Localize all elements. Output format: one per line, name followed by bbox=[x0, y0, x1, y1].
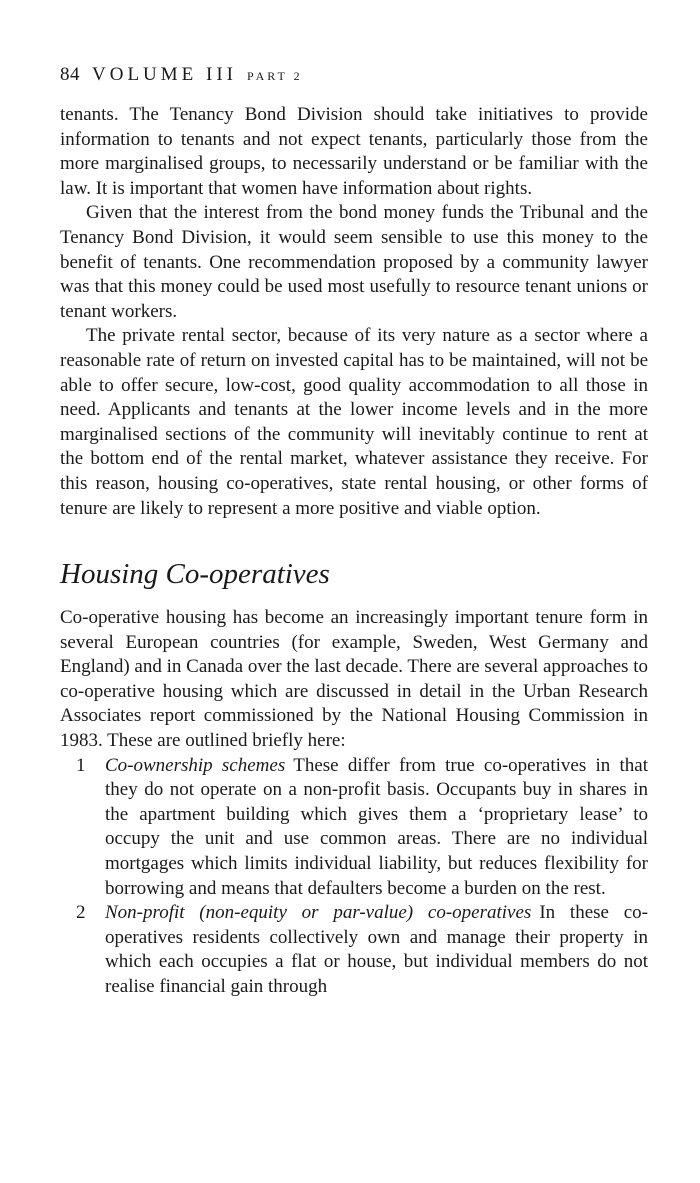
list-item bbox=[60, 901, 648, 999]
page-number: 84 bbox=[60, 64, 80, 85]
paragraph-tenancy-bond: tenants. The Tenancy Bond Division should take initiatives to provide information to tenants and not expect tenants, particularly those from the more marginalised groups, to necessarily understand or be familiar with the law. It is important that women have information about rights. bbox=[60, 104, 648, 199]
list-item-term: Non-profit (non-equity or par-value) co-operatives bbox=[105, 902, 532, 924]
paragraph-private-rental: The private rental sector, because of its very nature as a sector where a reasonable rate of return on invested capital has to be maintained, will not be able to offer secure, low-cost, good quality accommodation to all those in need. Applicants and tenants at the lower income levels and in the more marginalised sections of the community will inevitably continue to rent at the bottom end of the rental market, whatever assistance they receive. For this reason, housing co-operatives, state rental housing, or other forms of tenure are likely to represent a more positive and viable option. bbox=[60, 325, 648, 519]
list-item-term: Co-ownership schemes bbox=[105, 754, 286, 776]
section-heading: Housing Co-operatives bbox=[60, 558, 330, 591]
volume-label: VOLUME III bbox=[92, 64, 238, 85]
list-item bbox=[60, 754, 648, 902]
list-item-number: 2 bbox=[76, 902, 86, 924]
document-page bbox=[60, 62, 648, 1000]
cooperative-approaches-list bbox=[60, 754, 648, 1000]
paragraph-bond-interest: Given that the interest from the bond money funds the Tribunal and the Tenancy Bond Division, it would seem sensible to use this money to the benefit of tenants. One recommendation proposed by a community lawyer was that this money could be used most usefully to resource tenant unions or tenant workers. bbox=[60, 202, 648, 322]
list-item-text: These differ from true co-operatives in that they do not operate on a non-profit basis. Occupants buy in shares in the apartment building which gives them a ‘proprietary lease’ to occupy the unit and use common areas. There are no individual mortgages which limits individual liability, but reduces flexibility for borrowing and means that defaulters become a burden on the rest. bbox=[105, 754, 649, 899]
running-head bbox=[60, 62, 648, 89]
list-item-text: In these co-operatives residents collectively own and manage their property in which each occupies a flat or house, but individual members do not realise financial gain through bbox=[105, 902, 648, 997]
list-item-number: 1 bbox=[76, 754, 86, 776]
part-label: PART 2 bbox=[247, 69, 303, 83]
section-intro: Co-operative housing has become an increasingly important tenure form in several European countries (for example, Sweden, West Germany and England) and in Canada over the last decade. There are several approaches to co-operative housing which are discussed in detail in the Urban Research Associates report commissioned by the National Housing Commission in 1983. These are outlined briefly here: bbox=[60, 607, 648, 752]
